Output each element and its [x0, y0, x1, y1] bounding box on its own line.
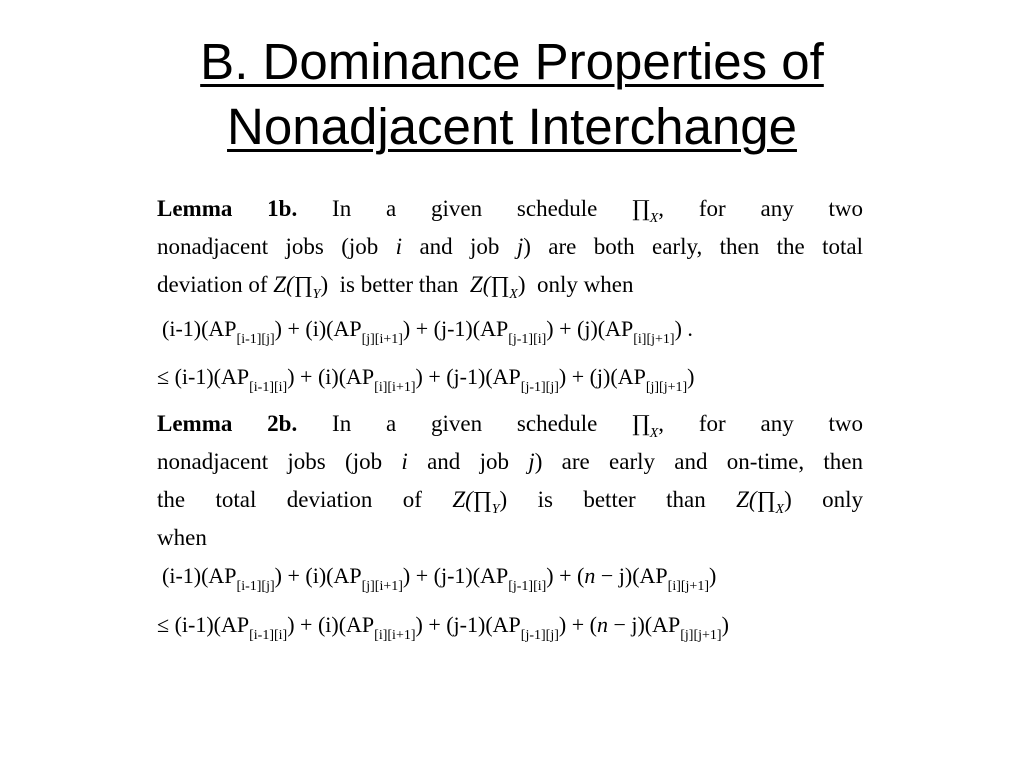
slide-title-line-2: Nonadjacent Interchange: [227, 98, 797, 155]
lemma-2b-line-2: nonadjacent jobs (job i and job j) are early and on-time, then: [157, 449, 863, 474]
lemma-1b-paragraph: [157, 190, 863, 304]
lemma-2b-equation-rhs: ≤ $(i-1)(AP_{[i-1][i]}) + (i)(AP_{[i][i+1]}) + (j-1)(AP_{[j-1][j]}) + (n - j)(AP_{[j][j+1]})$: [157, 612, 729, 643]
lemma-2b-equation-lhs: $(i-1)(AP_{[i-1][j]}) + (i)(AP_{[j][i+1]}) + (j-1)(AP_{[j-1][i]}) + (n - j)(AP_{[i][j+1]})$: [162, 563, 717, 594]
lemma-1b-line-1: Lemma 1b. In a given schedule $\prod_X$, for any two: [157, 196, 864, 226]
z-y-expression: $Z(\prod_Y)$: [273, 272, 329, 302]
z-x-expression: $Z(\prod_X)$: [736, 487, 792, 517]
schedule-x-symbol: $\prod_X$: [632, 412, 659, 441]
lemma-1b-equation-lhs: $(i-1)(AP_{[i-1][j]}) + (i)(AP_{[j][i+1]}) + (j-1)(AP_{[j-1][i]}) + (j)(AP_{[i][j+1]})$ .: [162, 316, 693, 347]
lemma-1b-label: Lemma 1b.: [157, 196, 298, 221]
schedule-x-symbol: $\prod_X$: [632, 197, 659, 226]
lemma-2b-paragraph: [157, 405, 863, 557]
z-y-expression: $Z(\prod_Y)$: [452, 487, 508, 517]
lemma-1b-line-2: nonadjacent jobs (job i and job j) are both early, then the total: [157, 234, 863, 259]
slide-title-line-1: B. Dominance Properties of: [200, 33, 824, 90]
lemma-2b-label: Lemma 2b.: [157, 411, 298, 436]
lemma-1b-line-3: deviation of $Z(\prod_Y)$ is better than $Z(\prod_X)$ only when: [157, 272, 634, 302]
z-x-expression: $Z(\prod_X)$: [469, 272, 526, 302]
lemma-2b-line-4: when: [157, 525, 207, 550]
lemma-2b-line-1: Lemma 2b. In a given schedule $\prod_X$, for any two: [157, 411, 864, 441]
lemma-2b-line-3: the total deviation of $Z(\prod_Y)$ is better than $Z(\prod_X)$ only: [157, 487, 864, 517]
lemma-1b-equation-rhs: ≤ $(i-1)(AP_{[i-1][i]}) + (i)(AP_{[i][i+1]}) + (j-1)(AP_{[j-1][j]}) + (j)(AP_{[j][j+1]})$: [157, 364, 695, 395]
